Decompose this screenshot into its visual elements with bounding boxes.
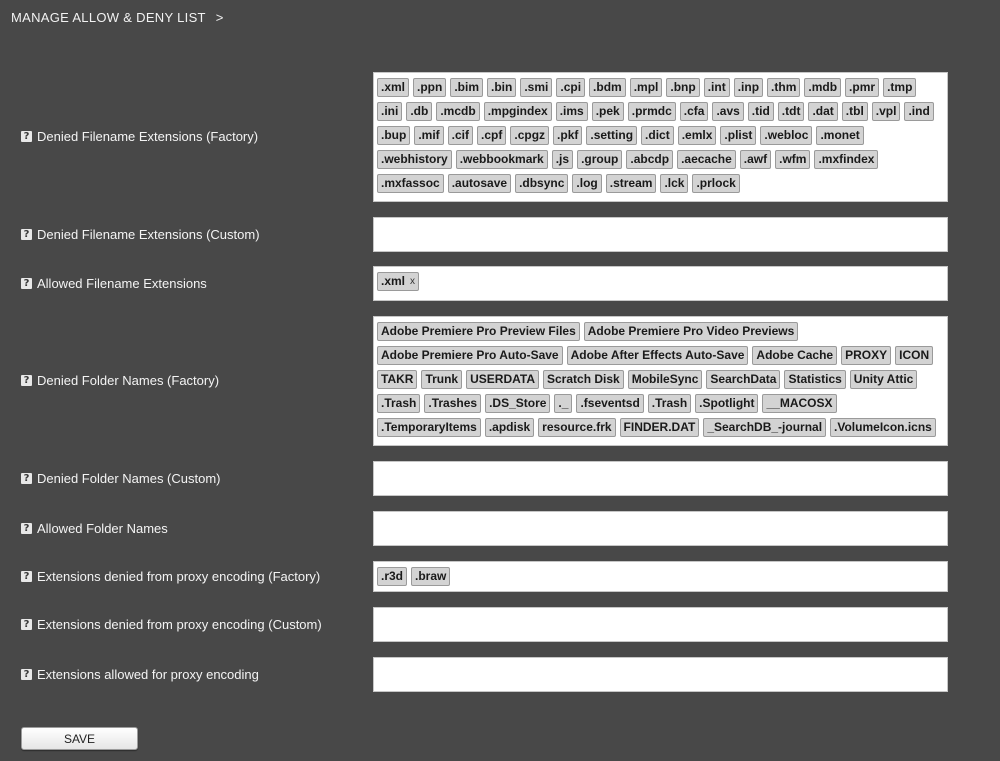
tag-text: .aecache (681, 152, 732, 166)
tag-chip (377, 174, 444, 193)
tag-text: SearchData (710, 372, 777, 386)
tag-text: .autosave (451, 176, 508, 190)
field-label-denied-folder-names-factory (21, 373, 219, 388)
tag-text: .bim (454, 80, 480, 94)
tag-text: .mdb (808, 80, 838, 94)
tag-text: .dat (812, 104, 834, 118)
tag-chip (448, 174, 511, 193)
tag-text: .webloc (764, 128, 809, 142)
help-icon[interactable]: ? (21, 619, 32, 630)
tag-chip (584, 322, 799, 341)
field-label-allowed-filename-extensions (21, 276, 207, 291)
tag-text: .smi (524, 80, 549, 94)
tag-chip (572, 174, 601, 193)
tag-chip (556, 102, 588, 121)
tag-chip (567, 346, 749, 365)
tag-text: Adobe Premiere Pro Auto-Save (381, 348, 559, 362)
tag-text: .wfm (779, 152, 807, 166)
field-label-text: Extensions denied from proxy encoding (Custom) (37, 616, 322, 632)
tag-text: .js (555, 152, 570, 166)
field-label-allowed-folder-names (21, 521, 168, 536)
help-icon[interactable]: ? (21, 229, 32, 240)
tag-chip (554, 394, 572, 413)
tag-text: .prlock (696, 176, 736, 190)
tag-chip (678, 126, 717, 145)
tag-chip (538, 418, 615, 437)
tag-input-allowed-filename-extensions[interactable] (373, 266, 948, 301)
tag-chip (484, 102, 552, 121)
tag-input-denied-folder-names-custom[interactable] (373, 461, 948, 496)
tag-text: .dict (645, 128, 670, 142)
tag-chip (485, 418, 534, 437)
field-label-text: Allowed Folder Names (37, 520, 168, 536)
help-icon[interactable]: ? (21, 523, 32, 534)
tag-text: .tdt (781, 104, 801, 118)
field-label-denied-folder-names-custom (21, 471, 221, 486)
field-label-denied-filename-extensions-factory (21, 129, 258, 144)
tag-text: .pkf (557, 128, 579, 142)
tag-text: Adobe Cache (756, 348, 834, 362)
tag-chip (411, 567, 450, 586)
help-icon[interactable]: ? (21, 375, 32, 386)
tag-chip (485, 394, 550, 413)
tag-chip (466, 370, 539, 389)
tag-text: Unity Attic (853, 372, 914, 386)
field-label-text: Extensions denied from proxy encoding (Factory) (37, 568, 321, 584)
tag-chip (450, 78, 483, 97)
tag-chip (752, 346, 837, 365)
tag-text: .tid (751, 104, 770, 118)
tag-chip (543, 370, 624, 389)
tag-text: MobileSync (631, 372, 699, 386)
tag-chip (414, 126, 443, 145)
save-button[interactable]: SAVE (21, 727, 138, 750)
tag-text: .plist (724, 128, 753, 142)
tag-input-extensions-denied-from-proxy-encoding-factory[interactable] (373, 561, 948, 592)
field-label-text: Allowed Filename Extensions (37, 275, 207, 291)
tag-text: .cpi (560, 80, 582, 94)
tag-text: .mcdb (440, 104, 476, 118)
field-label-extensions-denied-from-proxy-encoding-factory (21, 569, 320, 584)
field-label-text: Denied Filename Extensions (Custom) (37, 226, 260, 242)
tag-chip (515, 174, 568, 193)
tag-input-denied-filename-extensions-custom[interactable] (373, 217, 948, 252)
tag-text: .db (410, 104, 429, 118)
tag-chip (628, 102, 676, 121)
tag-chip (421, 370, 462, 389)
tag-input-denied-folder-names-factory[interactable] (373, 316, 948, 446)
tag-text: .cpf (481, 128, 503, 142)
tag-chip (487, 78, 516, 97)
tag-text: .lck (664, 176, 685, 190)
tag-chip (660, 174, 688, 193)
tag-chip (680, 102, 709, 121)
tag-text: .bdm (593, 80, 622, 94)
field-label-text: Denied Folder Names (Custom) (37, 470, 221, 486)
tag-chip (456, 150, 548, 169)
tag-chip (706, 370, 780, 389)
tag-chip (606, 174, 657, 193)
tag-chip (477, 126, 506, 145)
tag-text: Scratch Disk (547, 372, 620, 386)
tag-text: Statistics (788, 372, 842, 386)
field-label-extensions-denied-from-proxy-encoding-custom (21, 617, 322, 632)
tag-text: .awf (743, 152, 768, 166)
tag-chip (808, 102, 837, 121)
tag-chip (904, 102, 933, 121)
tag-text: TAKR (381, 372, 414, 386)
tag-chip (589, 78, 626, 97)
tag-chip (620, 418, 700, 437)
tag-chip (576, 394, 643, 413)
tag-chip (841, 346, 891, 365)
tag-chip (778, 102, 805, 121)
tag-text: .mxfassoc (381, 176, 440, 190)
tag-text: .bup (381, 128, 407, 142)
help-icon[interactable]: ? (21, 473, 32, 484)
tag-chip (845, 78, 879, 97)
tag-text: .xml (381, 80, 406, 94)
tag-chip (677, 150, 736, 169)
tag-text: Adobe Premiere Pro Preview Files (381, 324, 576, 338)
tag-text: ICON (899, 348, 930, 362)
tag-text: resource.frk (542, 420, 612, 434)
tag-chip (377, 150, 452, 169)
tag-text: .TemporaryItems (381, 420, 477, 434)
chevron-right-icon[interactable]: > (215, 10, 224, 25)
tag-chip (377, 126, 410, 145)
tag-chip (377, 567, 407, 586)
tag-chip (784, 370, 845, 389)
tag-chip (377, 78, 409, 97)
tag-chip (748, 102, 774, 121)
tag-chip (586, 126, 637, 145)
tag-text: Trunk (425, 372, 459, 386)
tag-chip (436, 102, 479, 121)
tag-chip (666, 78, 699, 97)
tag-text: .tbl (845, 104, 864, 118)
tag-text: .ini (381, 104, 399, 118)
tag-text: .pmr (849, 80, 876, 94)
tag-text: .setting (590, 128, 634, 142)
tag-chip (520, 78, 552, 97)
tag-text: .bnp (670, 80, 696, 94)
tag-chip (734, 78, 763, 97)
tag-chip (692, 174, 739, 193)
tag-text: .Trash (381, 396, 417, 410)
tag-text: .webbookmark (459, 152, 544, 166)
tag-text: .Spotlight (699, 396, 755, 410)
tag-text: .r3d (381, 569, 404, 583)
tag-chip (377, 272, 419, 291)
tag-text: PROXY (845, 348, 888, 362)
help-icon[interactable]: ? (21, 571, 32, 582)
tag-chip (424, 394, 481, 413)
tag-chip (695, 394, 758, 413)
tag-chip (592, 102, 624, 121)
tag-text: ._ (558, 396, 569, 410)
tag-text: .mxfindex (818, 152, 875, 166)
tag-text: .DS_Store (489, 396, 547, 410)
field-label-denied-filename-extensions-custom (21, 227, 260, 242)
help-icon[interactable]: ? (21, 278, 32, 289)
tag-text: Adobe After Effects Auto-Save (570, 348, 745, 362)
tag-chip (413, 78, 446, 97)
tag-text: .ims (559, 104, 584, 118)
tag-text: .stream (609, 176, 653, 190)
tag-text: .abcdp (630, 152, 670, 166)
tag-chip (760, 126, 812, 145)
tag-chip (626, 150, 673, 169)
tag-chip (775, 150, 810, 169)
tag-text: .ind (908, 104, 930, 118)
tag-chip (641, 126, 674, 145)
tag-chip (556, 78, 585, 97)
tag-text: .ppn (417, 80, 443, 94)
tag-input-extensions-denied-from-proxy-encoding-custom[interactable] (373, 607, 948, 642)
tag-text: USERDATA (470, 372, 535, 386)
tag-chip (740, 150, 771, 169)
tag-chip (895, 346, 933, 365)
tag-chip (883, 78, 916, 97)
tag-chip (577, 150, 622, 169)
tag-chip (377, 418, 481, 437)
tag-chip (553, 126, 582, 145)
help-icon[interactable]: ? (21, 669, 32, 680)
tag-text: _SearchDB_-journal (707, 420, 823, 434)
tag-input-denied-filename-extensions-factory[interactable] (373, 72, 948, 202)
tag-text: .emlx (681, 128, 713, 142)
tag-chip (510, 126, 549, 145)
tag-text: .mpl (633, 80, 659, 94)
tag-chip (720, 126, 756, 145)
tag-chip (767, 78, 800, 97)
tag-chip (628, 370, 703, 389)
tag-chip (816, 126, 863, 145)
tag-chip (762, 394, 836, 413)
tag-chip (830, 418, 936, 437)
tag-text: .webhistory (381, 152, 448, 166)
tag-chip (842, 102, 868, 121)
tag-chip (377, 394, 420, 413)
tag-text: .mif (418, 128, 440, 142)
tag-chip (703, 418, 826, 437)
tag-text: Adobe Premiere Pro Video Previews (587, 324, 795, 338)
tag-chip (377, 370, 417, 389)
page-title: MANAGE ALLOW & DENY LIST (11, 10, 206, 25)
tag-text: .vpl (875, 104, 897, 118)
field-label-extensions-allowed-for-proxy-encoding (21, 667, 259, 682)
tag-text: .monet (820, 128, 860, 142)
tag-chip (704, 78, 730, 97)
tag-chip (552, 150, 573, 169)
tag-text: .fseventsd (580, 396, 640, 410)
tag-input-extensions-allowed-for-proxy-encoding[interactable] (373, 657, 948, 692)
breadcrumb (11, 10, 224, 25)
tag-chip (377, 346, 563, 365)
tag-chip (850, 370, 918, 389)
help-icon[interactable]: ? (21, 131, 32, 142)
tag-text: .inp (737, 80, 760, 94)
tag-text: FINDER.DAT (623, 420, 696, 434)
tag-text: .braw (415, 569, 447, 583)
tag-chip (814, 150, 878, 169)
tag-text: .xml (381, 274, 406, 288)
tag-text: .pek (595, 104, 620, 118)
field-label-text: Denied Filename Extensions (Factory) (37, 129, 259, 144)
tag-text: __MACOSX (766, 396, 833, 410)
field-label-text: Denied Folder Names (Factory) (37, 373, 220, 388)
tag-text: .dbsync (519, 176, 565, 190)
tag-text: .bin (491, 80, 513, 94)
tag-chip (630, 78, 663, 97)
tag-text: .mpgindex (487, 104, 548, 118)
tag-text: .cif (451, 128, 470, 142)
tag-text: .cfa (683, 104, 705, 118)
tag-text: .tmp (887, 80, 913, 94)
tag-chip (377, 102, 402, 121)
tag-text: .Trash (651, 396, 688, 410)
tag-text: .avs (716, 104, 740, 118)
tag-chip (448, 126, 473, 145)
tag-text: .log (576, 176, 598, 190)
tag-chip (648, 394, 691, 413)
remove-tag-icon[interactable]: x (410, 276, 416, 287)
tag-input-allowed-folder-names[interactable] (373, 511, 948, 546)
tag-chip (377, 322, 580, 341)
tag-text: .prmdc (631, 104, 672, 118)
tag-text: .VolumeIcon.icns (834, 420, 932, 434)
tag-chip (406, 102, 432, 121)
tag-chip (872, 102, 901, 121)
tag-chip (804, 78, 841, 97)
tag-text: .Trashes (428, 396, 478, 410)
tag-text: .thm (771, 80, 797, 94)
field-label-text: Extensions allowed for proxy encoding (37, 666, 259, 682)
tag-text: .apdisk (488, 420, 531, 434)
tag-chip (712, 102, 743, 121)
tag-text: .cpgz (514, 128, 546, 142)
tag-text: .int (707, 80, 726, 94)
tag-text: .group (581, 152, 619, 166)
